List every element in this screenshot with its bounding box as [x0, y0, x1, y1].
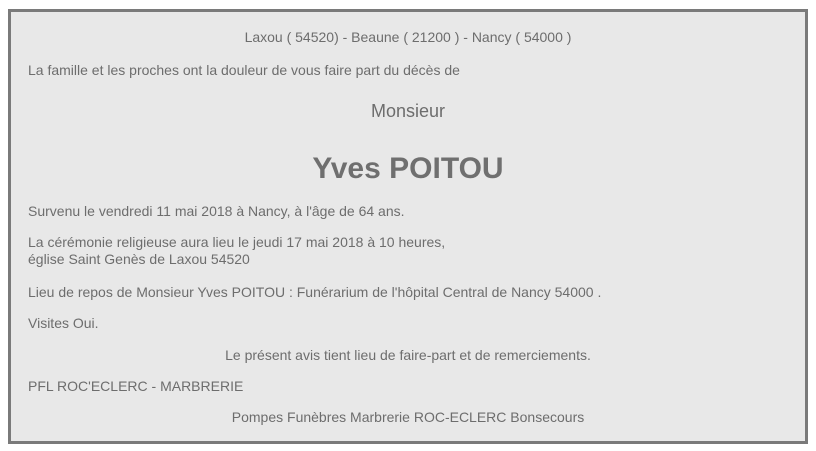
- deceased-name: Yves POITOU: [312, 152, 504, 185]
- company-name: PFL ROC'ECLERC - MARBRERIE: [28, 378, 244, 394]
- ceremony-line-1: La cérémonie religieuse aura lieu le jeudi 17 mai 2018 à 10 heures,: [28, 234, 446, 250]
- acknowledgement: Le présent avis tient lieu de faire-part et de remerciements.: [225, 347, 591, 363]
- funeral-home-name: Pompes Funèbres Marbrerie ROC-ECLERC Bonsecours: [231, 409, 585, 425]
- death-info: Survenu le vendredi 11 mai 2018 à Nancy, à l'âge de 64 ans.: [28, 203, 405, 219]
- visits-info: Visites Oui.: [28, 315, 99, 331]
- intro-line: La famille et les proches ont la douleur de vous faire part du décès de: [28, 62, 460, 78]
- ceremony-line-2: église Saint Genès de Laxou 54520: [28, 251, 250, 267]
- civility: Monsieur: [370, 101, 446, 121]
- death-notice: [8, 9, 808, 444]
- rest-place: Lieu de repos de Monsieur Yves POITOU : Funérarium de l'hôpital Central de Nancy 54000 .: [28, 284, 602, 300]
- locations-line: Laxou ( 54520) - Beaune ( 21200 ) - Nancy ( 54000 ): [244, 29, 572, 45]
